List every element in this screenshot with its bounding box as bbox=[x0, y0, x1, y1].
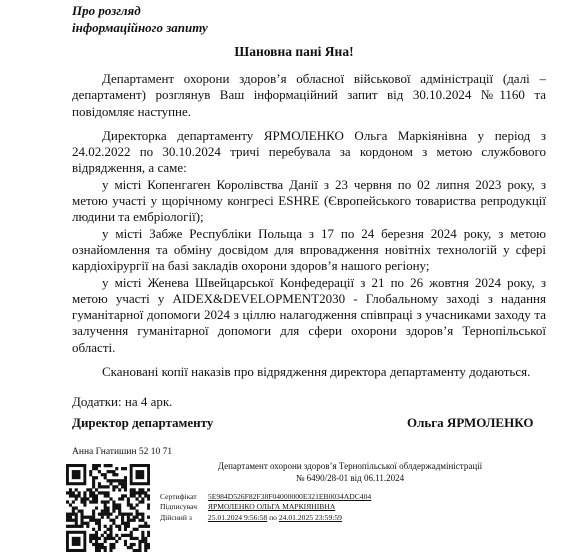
paragraph-intro: Департамент охорони здоров’я обласної військової адміністрації (далі – департамент) розглянув Ваш інформаційний запит від 30.10.2024 №1160 та повідомляє наступне. bbox=[72, 71, 546, 119]
certificate-info bbox=[160, 492, 371, 523]
valid-to: 24.01.2025 23:59:59 bbox=[278, 512, 342, 522]
certificate-value: 5E984D526F82F38F04000000E321EB0034ADC404 bbox=[207, 492, 372, 501]
subject-block bbox=[72, 2, 208, 36]
attachments-note: Додатки: на 4 арк. bbox=[72, 394, 173, 410]
signer-row bbox=[160, 502, 371, 512]
registration-org: Департамент охорони здоров’я Тернопільської облдержадміністрації bbox=[217, 461, 483, 471]
certificate-row bbox=[160, 492, 371, 502]
paragraph-scans: Скановані копії наказів про відрядження директора департаменту додаються. bbox=[102, 364, 531, 380]
registration-number: № 6490/28-01 від 06.11.2024 bbox=[295, 473, 405, 483]
valid-to-label: по bbox=[269, 512, 277, 522]
subject-line-2: інформаційного запиту bbox=[72, 20, 208, 35]
qr-code-icon bbox=[66, 464, 150, 552]
paragraph-director: Директорка департаменту ЯРМОЛЕНКО Ольга Маркіянівна у період з 24.02.2022 по 30.10.2024 тричі перебувала за кордоном з метою службового відрядження, а саме: bbox=[72, 127, 546, 176]
paragraph-trip-geneva: у місті Женева Швейцарської Конфедерації з 21 по 26 жовтня 2024 року, з метою участі у AIDEX&DEVELOPMENT2030 - Глобальному заході з надання гуманітарної допомоги 2024 з ціллю налагодження співпраці з учасниками заходу та залучення гуманітарної допомоги для сфери охорони здоров’я Тернопільської області. bbox=[72, 274, 546, 355]
paragraph-trip-zabrze: у місті Забже Республіки Польща з 17 по 24 березня 2024 року, з метою ознайомлення та обміну досвідом для впровадження новітніх технологій у сфері кардіохірургії на базі закладів охорони здоров’я нашого регіону; bbox=[72, 225, 546, 274]
valid-from: 25.01.2024 9:56:58 bbox=[207, 512, 268, 522]
certificate-label: Сертифікат bbox=[160, 492, 197, 501]
contact-person: Анна Гнатишин 52 10 71 bbox=[72, 447, 173, 457]
signer-label: Підписувач bbox=[160, 502, 198, 512]
subject-line-1: Про розгляд bbox=[72, 3, 141, 18]
valid-label: Дійсний з bbox=[160, 512, 192, 522]
signer-value: ЯРМОЛЕНКО ОЛЬГА МАРКІЯНІВНА bbox=[207, 502, 336, 512]
validity-row bbox=[160, 513, 371, 523]
letter-body bbox=[72, 71, 546, 411]
signature-name: Ольга ЯРМОЛЕНКО bbox=[407, 415, 534, 430]
greeting: Шановна пані Яна! bbox=[234, 44, 354, 59]
paragraph-trip-copenhagen: у місті Копенгаген Королівства Данії з 23 червня по 02 липня 2023 року, з метою участі у щорічному конгресі ESHRE (Європейського товариства репродукції людини та ембріології); bbox=[72, 176, 546, 225]
signature-title: Директор департаменту bbox=[72, 415, 214, 430]
